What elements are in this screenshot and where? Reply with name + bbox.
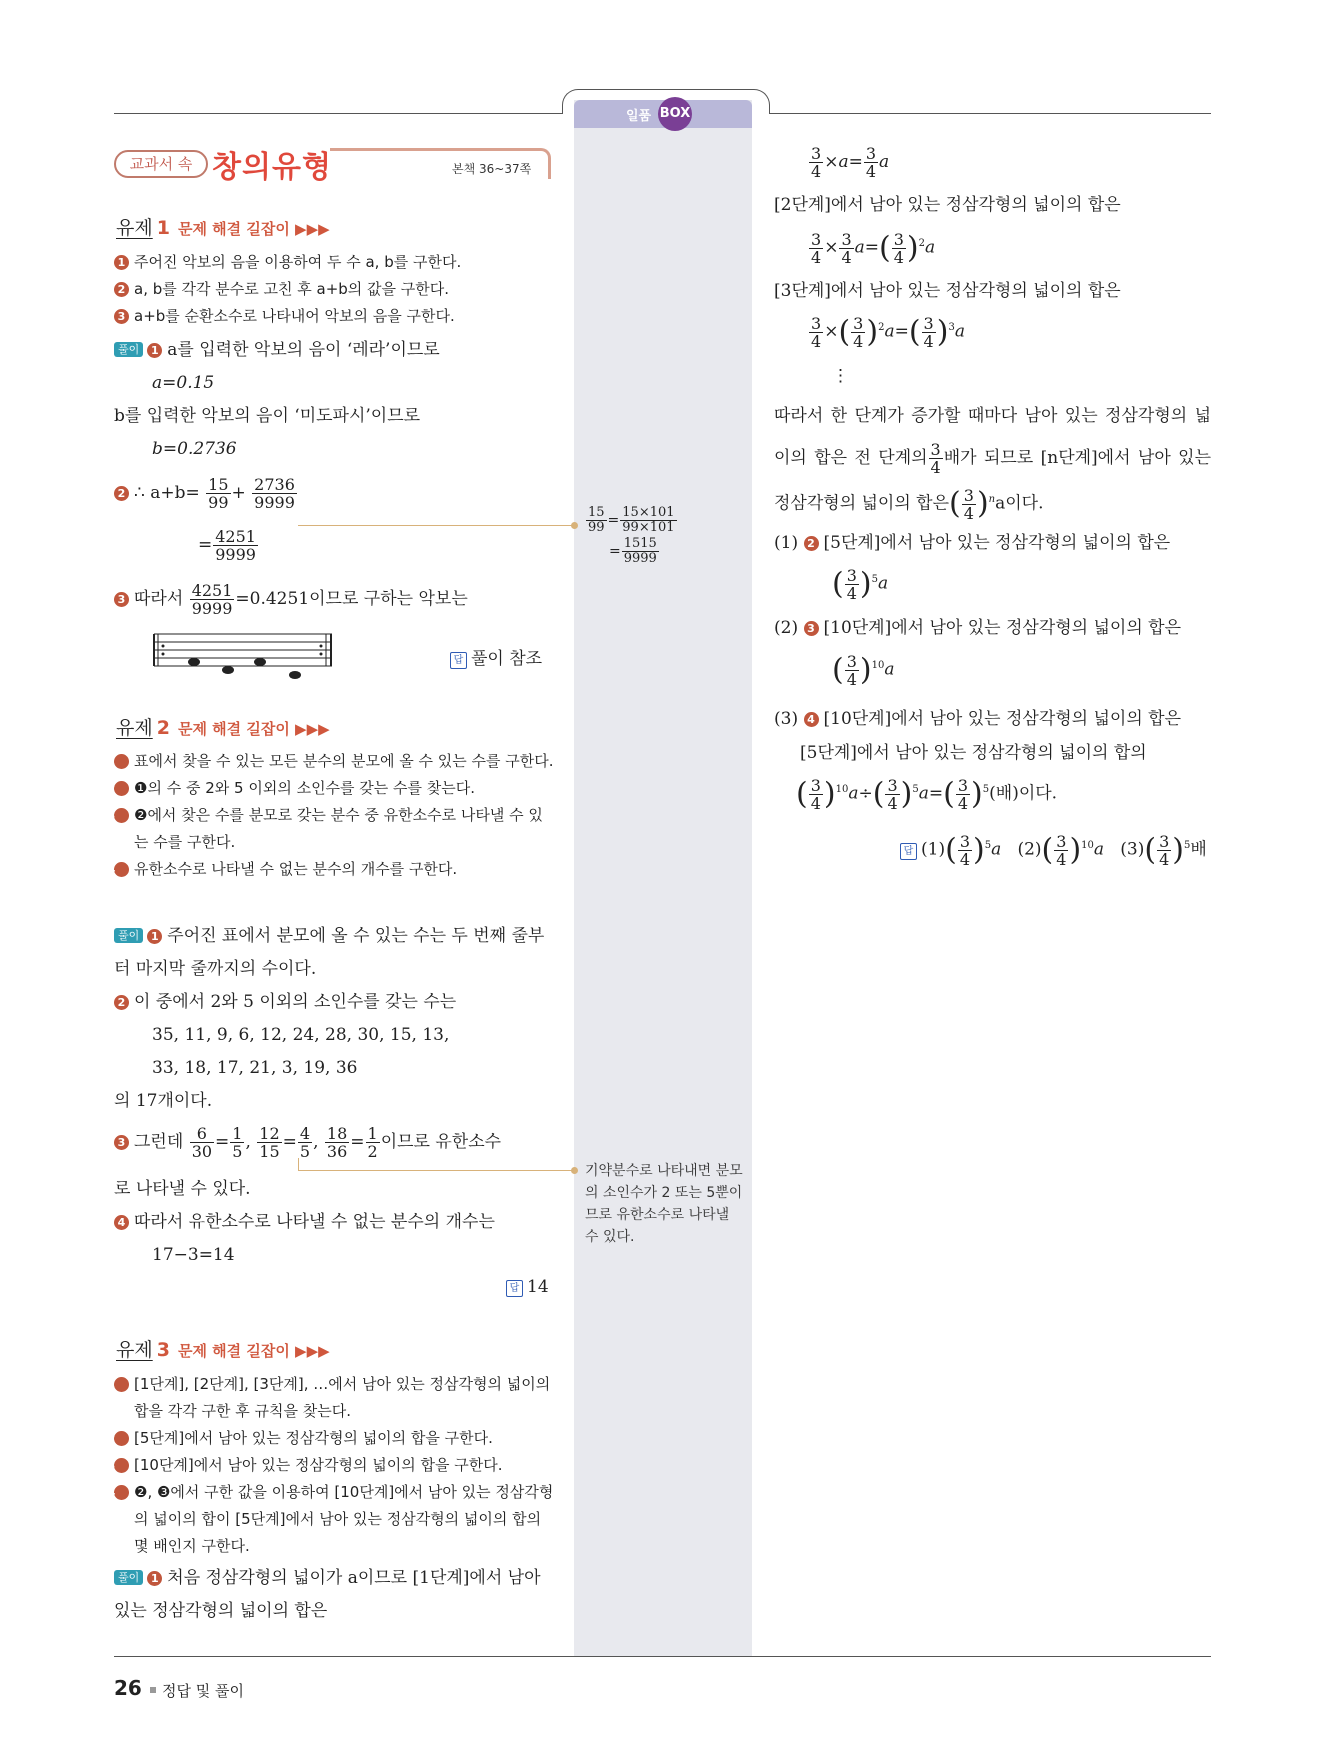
answer-icon: 답 xyxy=(450,652,467,669)
leader-dot-2 xyxy=(571,1167,578,1174)
final-answer: 답 (1)( $\frac{3}{4}$ )$^5$a (2)( $\frac{3}{4}$ )$^{10}$a (3)( $\frac{3}{4}$ )$^5$배 xyxy=(900,832,1207,868)
footer-square xyxy=(150,1687,156,1693)
leader-tick-2 xyxy=(298,1158,299,1170)
step-1: 1 [1단계], [2단계], [3단계], …에서 남아 있는 정삼각형의 넓이의 합을 각각 구한 후 규칙을 찾는다. xyxy=(107,1375,551,1420)
eq-b: b=0.2736 xyxy=(152,439,237,459)
problem-1-conclusion: 3 따라서 $\frac{4251}{9999}$ =0.4251이므로 구하는 악보는 xyxy=(114,582,468,617)
q3-line: (3) 4 [10단계]에서 남아 있는 정삼각형의 넓이의 합은 xyxy=(774,709,1182,729)
problem-3-solution: 풀이 1 처음 정삼각형의 넓이가 a이므로 [1단계]에서 남아 있는 정삼각형의 넓이의 합은 xyxy=(114,1568,541,1621)
side-note-2: 기약분수로 나타내면 분모의 소인수가 2 또는 5뿐이므로 유한소수로 나타낼 수 있다. xyxy=(585,1163,743,1245)
answer-icon: 답 xyxy=(506,1280,523,1297)
step-1: 1 주어진 악보의 음을 이용하여 두 수 a, b를 구한다. xyxy=(114,249,554,276)
note xyxy=(188,658,200,666)
q3-line-2: [5단계]에서 남아 있는 정삼각형의 넓이의 합의 xyxy=(800,743,1147,763)
q3-eq: ( $\frac{3}{4}$ )$^{10}$a÷( $\frac{3}{4}$ )$^5$a=( $\frac{3}{4}$ )$^5$(배)이다. xyxy=(796,775,1058,813)
problem-2-fractions: 3 그런데 $\frac{6}{30}$ = $\frac{1}{5}$ , $\frac{12}{15}$ = $\frac{4}{5}$ , $\frac{18}{36}$ = $\frac{1}{2}$ 이므로 유한소수 xyxy=(114,1125,501,1160)
q1-line: (1) 2 [5단계]에서 남아 있는 정삼각형의 넓이의 합은 xyxy=(774,533,1171,553)
problem-1-heading: 유제 1 문제 해결 길잡이 ▶▶▶ xyxy=(116,217,330,239)
problem-3-heading: 유제 3 문제 해결 길잡이 ▶▶▶ xyxy=(116,1339,330,1361)
problem-2-solution-cont: 로 나타낼 수 있다. 4 따라서 유한소수로 나타낼 수 없는 분수의 개수는 17−3=14 xyxy=(114,1179,495,1265)
q1-eq: ( $\frac{3}{4}$ )$^5$a xyxy=(832,565,889,603)
solution-tag: 풀이 xyxy=(114,928,143,943)
step-3: 3 a+b를 순환소수로 나타내어 악보의 음을 구한다. xyxy=(114,303,554,330)
step-2: 2 [5단계]에서 남아 있는 정삼각형의 넓이의 합을 구한다. xyxy=(107,1429,493,1447)
problem-2-answer: 답 14 xyxy=(506,1274,549,1301)
problem-2-steps xyxy=(107,748,556,883)
eq-step2: $\frac{3}{4}$ × $\frac{3}{4}$ a=( $\frac{3}{4}$ )$^2$a xyxy=(811,229,936,267)
step-1: 1 표에서 찾을 수 있는 모든 분수의 분모에 올 수 있는 수를 구한다. xyxy=(107,752,554,770)
footer-rule xyxy=(114,1656,1211,1657)
box-badge: BOX xyxy=(658,97,692,131)
problem-2-solution: 풀이 1 주어진 표에서 분모에 올 수 있는 수는 두 번째 줄부터 마지막 줄까지의 수이다. 2 이 중에서 2와 5 이외의 소인수를 갖는 수는 35, 11, 9, 6, 12, 24, 28, 30, 15, 13, 33, 18, 17, 21, 3, 19, 36 의 17개이다. xyxy=(114,926,545,1111)
eq-sum-result: = $\frac{4251}{9999}$ xyxy=(198,527,256,564)
note xyxy=(289,671,301,679)
eq-a: a=0.15 xyxy=(152,373,215,393)
problem-2-heading: 유제 2 문제 해결 길잡이 ▶▶▶ xyxy=(116,717,330,739)
step-2: 2 a, b를 각각 분수로 고친 후 a+b의 값을 구한다. xyxy=(114,276,554,303)
step-4: 4 ❷, ❸에서 구한 값을 이용하여 [10단계]에서 남아 있는 정삼각형의 넓이의 합이 [5단계]에서 남아 있는 정삼각형의 넓이의 합의 몇 배인지 구한다. xyxy=(107,1483,554,1555)
page-number: 26 xyxy=(114,1676,142,1700)
solution-tag: 풀이 xyxy=(114,1570,143,1585)
section-title: 창의유형 xyxy=(212,150,332,185)
eq-sum: 2 ∴ a+b= $\frac{15}{99}$ + $\frac{2736}{9999}$ xyxy=(114,476,298,511)
right-line-2: [3단계]에서 남아 있는 정삼각형의 넓이의 합은 xyxy=(774,281,1121,301)
leader-line-2 xyxy=(298,1170,574,1171)
problem-1-solution: 풀이 1 a를 입력한 악보의 음이 ‘레라’이므로 a=0.15 b를 입력한 악보의 음이 ‘미도파시’이므로 b=0.2736 xyxy=(114,337,554,469)
leader-dot-1 xyxy=(571,522,578,529)
note xyxy=(222,666,234,674)
header-rule-left xyxy=(114,113,562,114)
box-label: 일품 xyxy=(626,109,652,124)
eq-step3: $\frac{3}{4}$ ×( $\frac{3}{4}$ )$^2$a=( $\frac{3}{4}$ )$^3$a xyxy=(811,313,965,351)
q2-eq: ( $\frac{3}{4}$ )$^{10}$a xyxy=(832,651,895,689)
step-3: 3 [10단계]에서 남아 있는 정삼각형의 넓이의 합을 구한다. xyxy=(107,1456,503,1474)
step-2: 2 ❶의 수 중 2와 5 이외의 소인수를 갖는 수를 찾는다. xyxy=(107,779,476,797)
problem-1-answer: 답 풀이 참조 xyxy=(450,646,542,673)
right-paragraph: 따라서 한 단계가 증가할 때마다 남아 있는 정삼각형의 넓이의 합은 전 단계의 $\frac{3}{4}$ 배가 되므로 [n단계]에서 남아 있는 정삼각형의 넓이의 합은( $\frac{3}{4}$ )$^n$a이다. xyxy=(774,406,1211,523)
q2-line: (2) 3 [10단계]에서 남아 있는 정삼각형의 넓이의 합은 xyxy=(774,618,1182,638)
section-pill: 교과서 속 xyxy=(114,150,208,178)
answer-icon: 답 xyxy=(900,843,917,860)
note xyxy=(254,658,266,666)
side-column xyxy=(574,100,752,1656)
solution-tag: 풀이 xyxy=(114,342,143,357)
step-4: 4 유한소수로 나타낼 수 없는 분수의 개수를 구한다. xyxy=(107,860,458,878)
problem-3-steps xyxy=(107,1371,556,1560)
eq-step1: $\frac{3}{4}$ ×a= $\frac{3}{4}$ a xyxy=(811,144,890,181)
music-staff xyxy=(150,628,336,684)
right-line-1: [2단계]에서 남아 있는 정삼각형의 넓이의 합은 xyxy=(774,195,1121,215)
vdots: ⋮ xyxy=(832,366,849,386)
section-ref: 본책 36~37쪽 xyxy=(452,162,532,176)
side-note-1: $\frac{15}{99}$ = $\frac{15\times 101}{99\times 101}$ = $\frac{1515}{9999}$ xyxy=(588,505,675,566)
leader-line-1 xyxy=(298,525,574,526)
footer-label: 정답 및 풀이 xyxy=(162,1682,244,1700)
step-3: 3 ❷에서 찾은 수를 분모로 갖는 분수 중 유한소수로 나타낼 수 있는 수를 구한다. xyxy=(107,806,543,851)
problem-1-steps xyxy=(114,249,554,330)
header-rule-right xyxy=(768,113,1211,114)
